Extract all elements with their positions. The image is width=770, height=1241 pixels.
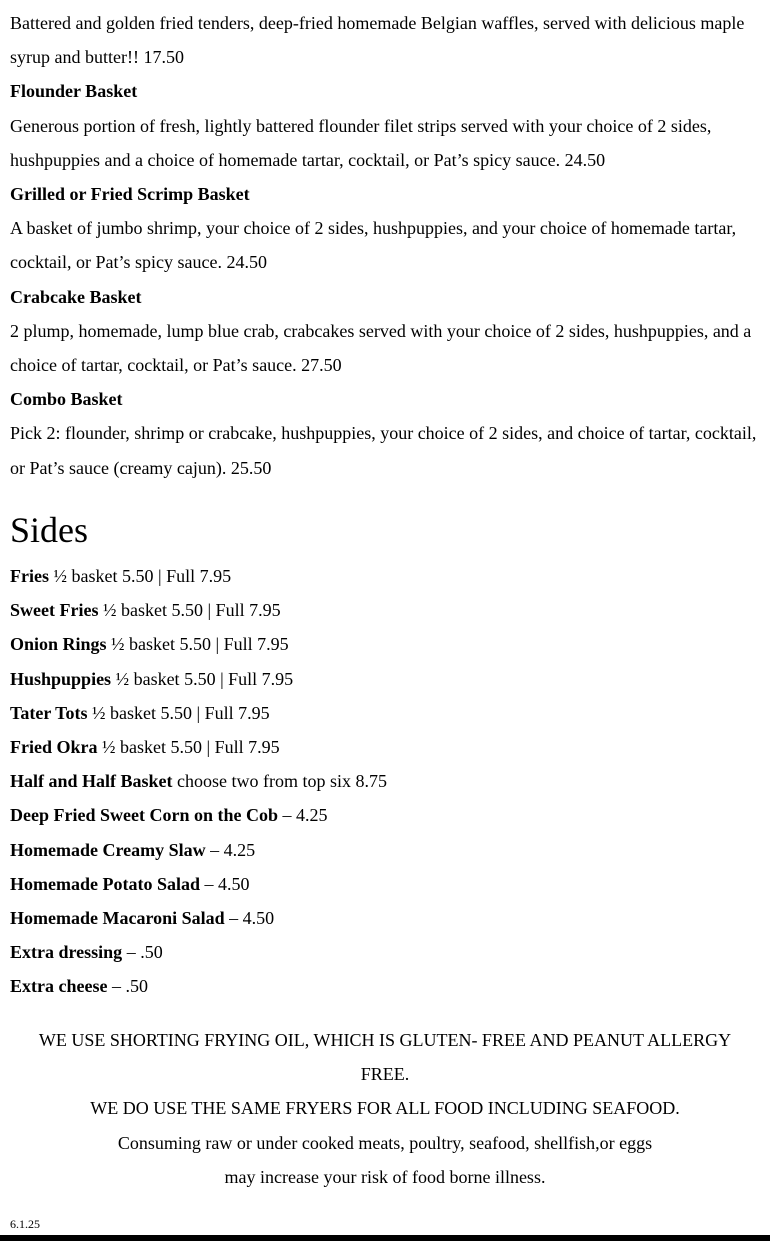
side-item — [10, 867, 760, 901]
side-item — [10, 559, 760, 593]
basket-name: Crabcake Basket — [10, 286, 142, 307]
side-name: Extra dressing — [10, 942, 123, 963]
notice-line: FREE. — [360, 1064, 410, 1085]
side-detail: ½ basket 5.50 | Full 7.95 — [111, 668, 294, 689]
side-item — [10, 833, 760, 867]
side-detail: ½ basket 5.50 | Full 7.95 — [87, 702, 270, 723]
sides-heading: Sides — [10, 510, 89, 550]
side-item — [10, 969, 760, 1003]
side-item — [10, 764, 760, 798]
basket-description: A basket of jumbo shrimp, your choice of 2 sides, hushpuppies, and your choice of homemade tartar, cocktail, or Pat’s spicy sauce. 24.50 — [10, 218, 737, 273]
notice-line: may increase your risk of food borne illness. — [224, 1166, 546, 1187]
side-item — [10, 593, 760, 627]
basket-name: Combo Basket — [10, 389, 123, 410]
sides-list — [10, 559, 760, 1004]
side-item — [10, 730, 760, 764]
side-name: Homemade Potato Salad — [10, 873, 200, 894]
side-detail: ½ basket 5.50 | Full 7.95 — [97, 737, 280, 758]
basket-description: Battered and golden fried tenders, deep-fried homemade Belgian waffles, served with delicious maple syrup and butter!! 17.50 — [10, 13, 745, 68]
side-detail: ½ basket 5.50 | Full 7.95 — [106, 634, 289, 655]
baskets-section — [10, 6, 760, 485]
side-item — [10, 901, 760, 935]
basket-description: Generous portion of fresh, lightly battered flounder filet strips served with your choice of 2 sides, hushpuppies and a choice of homemade tartar, cocktail, or Pat’s spicy sauce. 24.50 — [10, 115, 712, 170]
side-name: Tater Tots — [10, 702, 88, 723]
version-code: 6.1.25 — [10, 1217, 40, 1231]
side-detail: – 4.50 — [199, 873, 250, 894]
side-name: Homemade Macaroni Salad — [10, 908, 225, 929]
basket-description: Pick 2: flounder, shrimp or crabcake, hushpuppies, your choice of 2 sides, and choice of tartar, cocktail, or Pat’s sauce (creamy cajun). 25.50 — [10, 423, 757, 478]
bottom-divider — [0, 1235, 770, 1241]
side-name: Half and Half Basket — [10, 771, 173, 792]
side-name: Sweet Fries — [10, 600, 99, 621]
basket-name: Grilled or Fried Scrimp Basket — [10, 184, 250, 205]
side-detail: – 4.50 — [224, 908, 275, 929]
side-item — [10, 935, 760, 969]
side-name: Homemade Creamy Slaw — [10, 839, 206, 860]
side-item — [10, 627, 760, 661]
side-name: Fried Okra — [10, 737, 98, 758]
side-name: Fries — [10, 566, 49, 586]
side-detail: ½ basket 5.50 | Full 7.95 — [98, 600, 281, 621]
side-name: Onion Rings — [10, 634, 107, 655]
side-item — [10, 662, 760, 696]
notice-line: WE USE SHORTING FRYING OIL, WHICH IS GLUTEN- FREE AND PEANUT ALLERGY — [38, 1030, 732, 1050]
side-detail: ½ basket 5.50 | Full 7.95 — [48, 566, 232, 586]
allergy-notice — [10, 1023, 760, 1194]
side-detail: – 4.25 — [277, 805, 328, 826]
notice-line: Consuming raw or under cooked meats, poultry, seafood, shellfish,or eggs — [117, 1132, 653, 1153]
side-name: Deep Fried Sweet Corn on the Cob — [10, 805, 278, 826]
side-item — [10, 696, 760, 730]
basket-name: Flounder Basket — [10, 81, 138, 102]
basket-description: 2 plump, homemade, lump blue crab, crabcakes served with your choice of 2 sides, hushpuppies, and a choice of tartar, cocktail, or Pat’s sauce. 27.50 — [10, 320, 752, 376]
side-detail: – .50 — [122, 942, 163, 963]
side-detail: – .50 — [107, 976, 148, 997]
notice-line: WE DO USE THE SAME FRYERS FOR ALL FOOD INCLUDING SEAFOOD. — [90, 1098, 680, 1119]
side-name: Extra cheese — [10, 976, 108, 997]
side-detail: choose two from top six 8.75 — [172, 771, 388, 792]
side-name: Hushpuppies — [10, 668, 112, 689]
side-item — [10, 798, 760, 832]
side-detail: – 4.25 — [205, 839, 256, 860]
